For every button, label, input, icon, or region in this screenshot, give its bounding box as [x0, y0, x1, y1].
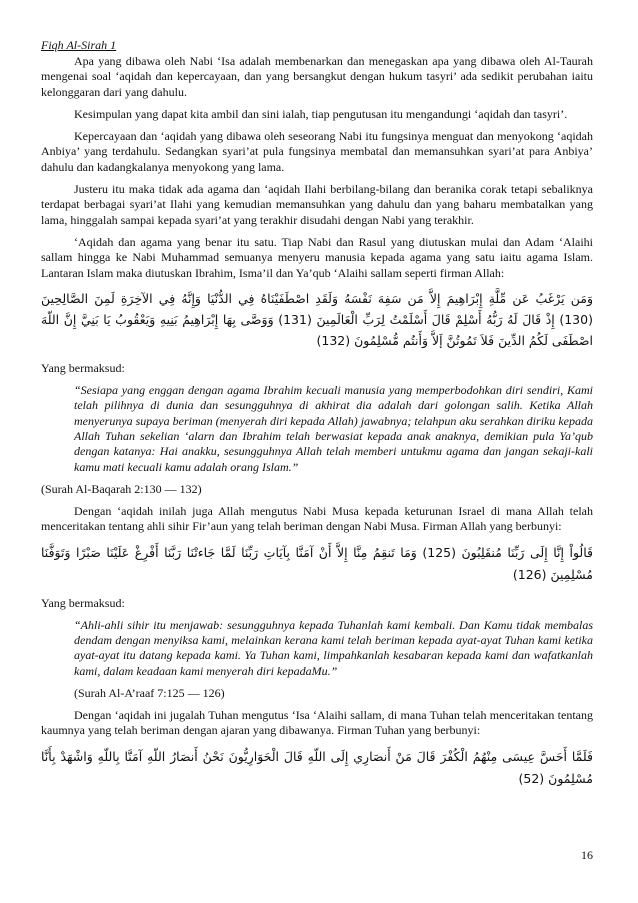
surah-reference-1: (Surah Al-Baqarah 2:130 — 132) [41, 481, 202, 496]
paragraph-1: Apa yang dibawa oleh Nabi ‘Isa adalah membenarkan dan menegaskan apa yang dibawa oleh Al-Taurah mengenai soal ‘aqidah dan kepercayaan, dan yang bersangkut dengan hukum tasyri’ ada sedikit perubahan iaitu kelonggaran dari yang dahulu. [41, 54, 593, 99]
page-number: 16 [581, 848, 593, 862]
surah-reference-2: (Surah Al-A’raaf 7:125 — 126) [74, 686, 225, 701]
meaning-label-2: Yang bermaksud: [41, 595, 125, 610]
meaning-label-1: Yang bermaksud: [41, 360, 125, 375]
translation-quote-1: “Sesiapa yang enggan dengan agama Ibrahim kecuali manusia yang memperbodohkan diri sendiri, Kami telah pilihnya di dunia dan sesungguhnya di akhirat dia adalah dari golongan salih. Ketika Allah menyerunya supaya beriman (menyerah diri kepada Allah) jawabnya; telahpun aku serahkan diriku kepada Allah Tuhan sekelian ‘alarn dan Ibrahim telah berwasiat kepada anak anaknya, demikian pula Ya’qub dengan katanya: Hai anakku, sesungguhnya Allah telah memberi untukmu agama dan jangan sekaji-kali kamu mati kecuali kamu adalah orang Islam.” [74, 383, 593, 474]
document-page [41, 38, 593, 800]
arabic-verse-3: فَلَمَّا أَحَسَّ عِيسَى مِنْهُمُ الْكُفْرَ قَالَ مَنْ أَنصَارِي إِلَى اللّهِ قَالَ الْحَوَارِيُّونَ نَحْنُ أَنصَارُ اللّهِ آمَنَّا بِاللّهِ وَاشْهَدْ بِأَنَّا مُسْلِمُونَ (52) [41, 748, 593, 786]
arabic-verse-1: وَمَن يَرْغَبُ عَن مِّلَّةِ إِبْرَاهِيمَ إِلاَّ مَن سَفِهَ نَفْسَهُ وَلَقَدِ اصْطَفَيْنَاهُ فِي الدُّنْيَا وَإِنَّهُ فِي الآخِرَةِ لَمِنَ الصَّالِحِينَ (130) إِذْ قَالَ لَهُ رَبُّهُ أَسْلِمْ قَالَ أَسْلَمْتُ لِرَبِّ الْعَالَمِينَ (131) وَوَصَّى بِهَا إِبْرَاهِيمُ بَنِيهِ وَيَعْقُوبُ يَا بَنِيَّ إِنَّ اللّهَ اصْطَفَى لَكُمُ الدِّينَ فَلاَ تَمُوتُنَّ إَلاَّ وَأَنتُم مُّسْلِمُونَ (132) [41, 290, 593, 348]
paragraph-7: Dengan ‘aqidah ini jugalah Tuhan mengutus ‘Isa ‘Alaihi sallam, di mana Tuhan telah menceritakan tentang kaumnya yang telah beriman dengan ajaran yang dibawanya. Firman Tuhan yang berbunyi: [41, 708, 593, 738]
paragraph-6: Dengan ‘aqidah inilah juga Allah mengutus Nabi Musa kepada keturunan Israel di mana Allah telah menceritakan tentang ahli sihir Fir’aun yang telah beriman dengan Nabi Musa. Firman Allah yang berbunyi: [41, 503, 593, 534]
paragraph-5: ‘Aqidah dan agama yang benar itu satu. Tiap Nabi dan Rasul yang diutuskan mulai dan Adam ‘Alaihi sallam hingga ke Nabi Muhammad semuanya menyeru manusia kepada agama yang satu iaitu agama Islam. Lantaran Islam maka diutuskan Ibrahim, Isma’il dan Ya’qub ‘Alaihi sallam seperti firman Allah: [41, 234, 593, 280]
arabic-verse-2: قَالُواْ إِنَّا إِلَى رَبِّنَا مُنقَلِبُونَ (125) وَمَا تَنقِمُ مِنَّا إِلاَّ أَنْ آمَنَّا بِآيَاتِ رَبِّنَا لَمَّا جَاءتْنَا رَبَّنَا أَفْرِغْ عَلَيْنَا صَبْرًا وَتَوَفَّنَا مُسْلِمِينَ (126) [41, 544, 593, 582]
translation-quote-2: “Ahli-ahli sihir itu menjawab: sesungguhnya kepada Tuhanlah kami kembali. Dan Kamu tidak membalas dendam dengan menyiksa kami, melainkan kerana kami telah beriman kepada ayat-ayat Tuhan kami ketika ayat-ayat itu datang kepada kami. Ya Tuhan kami, limpahkanlah kesabaran kepada kami dan wafatkanlah kami, dalam keadaan kami menyerah diri kepadaMu.” [74, 617, 593, 678]
running-header: Fiqh Al-Sirah 1 [41, 38, 117, 52]
paragraph-4: Justeru itu maka tidak ada agama dan ‘aqidah Ilahi berbilang-bilang dan beranika corak tetapi sebaliknya terdapat berbagai syari’at Ilahi yang kemudian memansuhkan yang dahulu dan yang baharu membatalkan yang lama, hinggalah sampai kepada syari’at yang terakhir disudahi dengan Nabi yang terakhir. [41, 182, 593, 227]
paragraph-3: Kepercayaan dan ‘aqidah yang dibawa oleh seseorang Nabi itu fungsinya menguat dan menyokong ‘aqidah Anbiya’ yang terdahulu. Sedangkan syari’at pula fungsinya membatal dan memansuhkan syari’at para Anbiya’ dahulu dan kadangkalanya menyokong yang lama. [41, 129, 593, 174]
paragraph-2: Kesimpulan yang dapat kita ambil dan sini ialah, tiap pengutusan itu mengandungi ‘aqidah dan tasyri’. [74, 106, 568, 121]
